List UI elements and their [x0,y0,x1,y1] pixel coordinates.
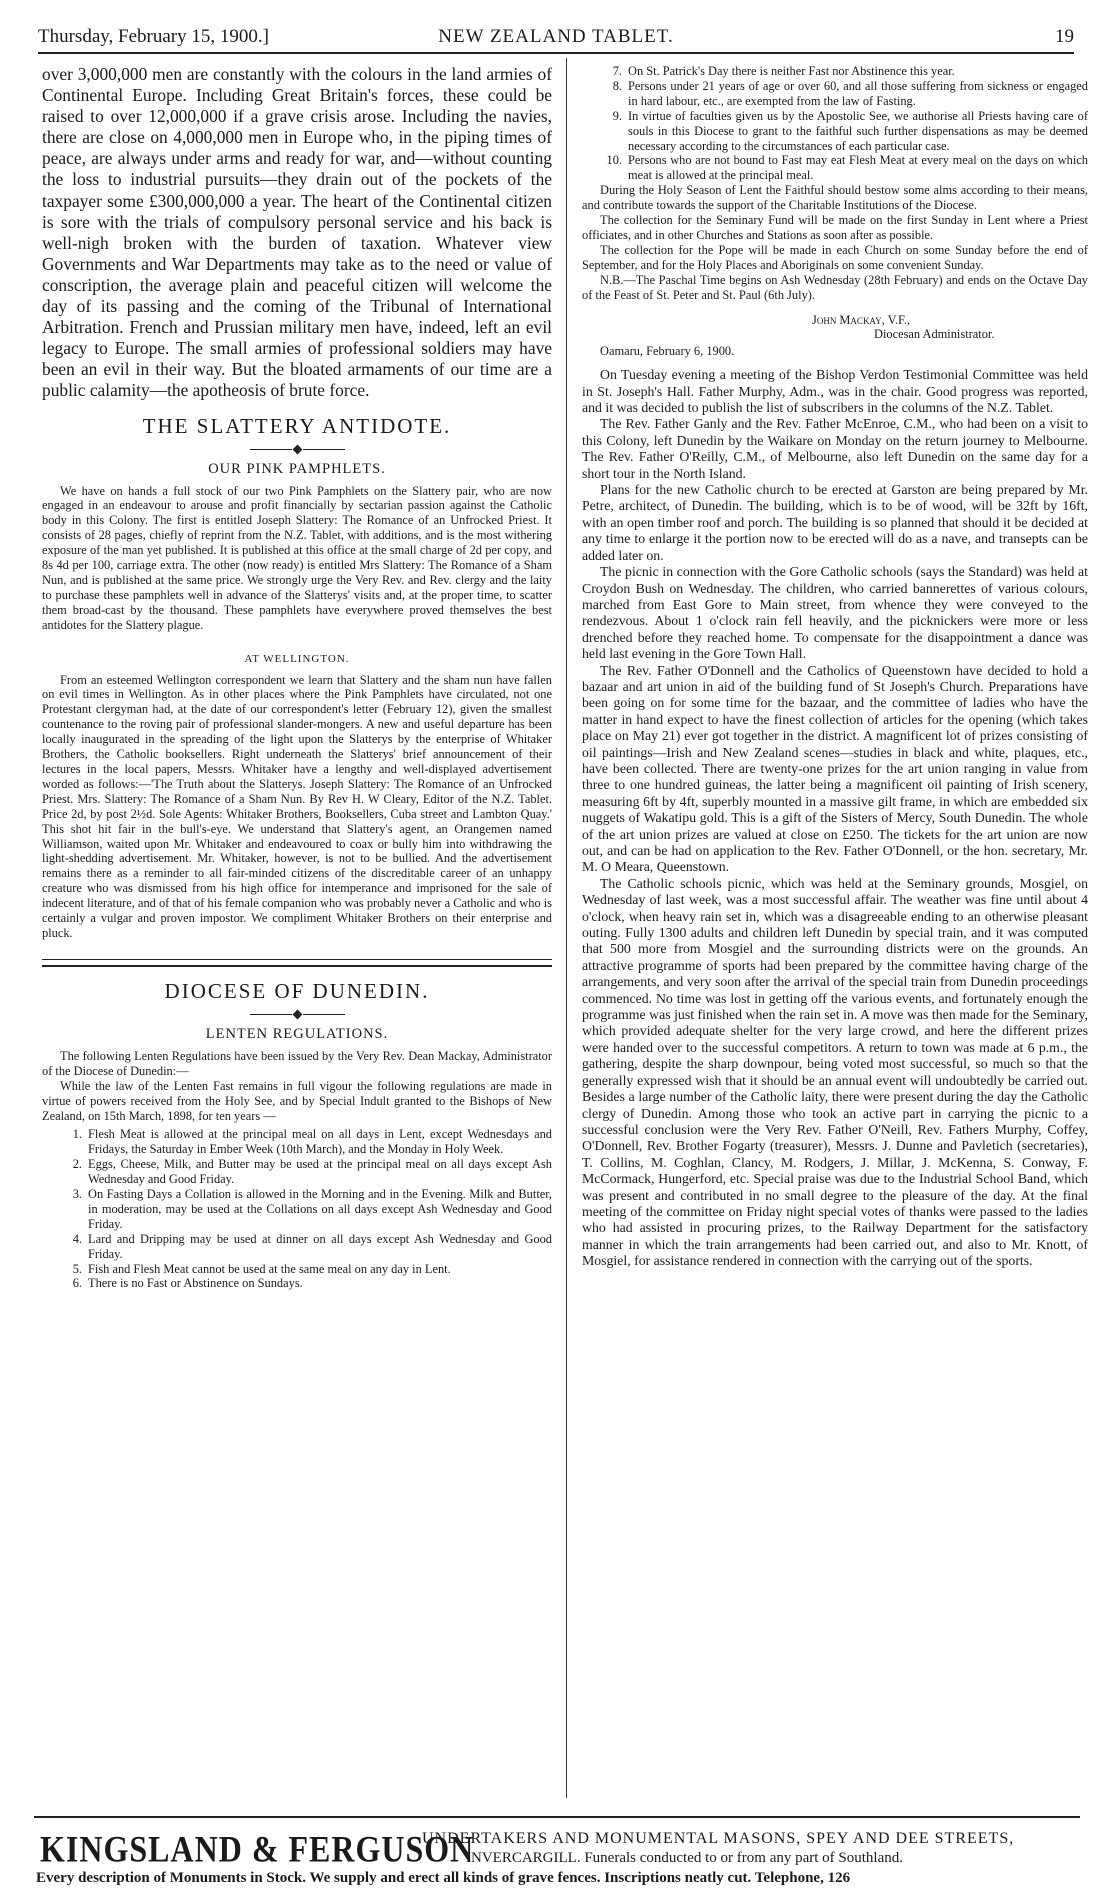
list-item [42,1262,552,1277]
column-divider [566,58,567,1798]
list-item [42,1232,552,1262]
rule-text: Eggs, Cheese, Milk, and Butter may be used at the principal meal on all days except Ash Wednesday and Good Friday. [88,1157,552,1187]
lenten-heading: LENTEN REGULATIONS. [205,1025,389,1042]
list-item [42,1157,552,1187]
ornament-divider [42,445,552,455]
right-column [582,64,1088,1270]
lenten-rules-continued [582,64,1088,183]
list-item [582,153,1088,183]
rule-text: Flesh Meat is allowed at the principal meal on all days in Lent, except Wednesdays and Fridays, the Saturday in Ember Week (10th March), and the Monday in Holy Week. [88,1127,552,1157]
rule-number: 3. [72,1187,82,1202]
left-column [42,64,552,1291]
list-item [42,1127,552,1157]
advert-brand: KINGSLAND & FERGUSON [40,1828,475,1870]
rule-number: 6. [72,1276,82,1291]
advert-line-3: Every description of Monuments in Stock. We supply and erect all kinds of grave fences. Inscriptions neatly cut. Telephone, 126 [36,1870,851,1886]
wellington-heading: AT WELLINGTON. [244,652,350,665]
wellington-text: From an esteemed Wellington correspondent we learn that Slattery and the sham nun have fallen on evil times in Wellington. As in other places where the Pink Pamphlets have circulated, not one Protestant clergyman had, at the date of our correspondent's letter (February 12), given the smallest countenance to the roving pair of professional slander-mongers. A new and useful departure has been locally inaugurated in the spreading of the light upon the Slatterys by the enterprise of Whitaker Brothers, the Catholic booksellers. Right underneath the Slatterys' brief announcement of their lectures in the local papers, Messrs. Whitaker have a lengthy and well-displayed advertisement worded as follows:—'The Truth about the Slatterys. Joseph Slattery: The Romance of an Unfrocked Priest. Mrs. Slattery: The Romance of a Sham Nun. By Rev H. W Cleary, Editor of the N.Z. Tablet. Price 2d, by post 2½d. Sole Agents: Whitaker Brothers, Booksellers, Cuba street and Lambton Quay.' This shot hit fair in the bull's-eye. We understand that Slattery's agent, an Orangemen named Williamson, waited upon Mr. Whitaker and endeavoured to coax or bully him into withdrawing the light-shedding advertisement. Mr. Whitaker, however, is not to be bullied. And the advertisement remains there as a reminder to all fair-minded citizens of the discreditable career of an unhappy creature who was dismissed from his high office for intemperance and imprisoned for the sale of indecent literature, and of that of his female companion who was probably never a Catholic and who is certainly a vulgar and proven impostor. We compliment Whitaker Brothers on their enterprise and pluck. [42,672,552,940]
list-item [42,1187,552,1232]
gore-paragraph: The picnic in connection with the Gore Catholic schools (says the Standard) was held at Croydon Bush on Wednesday. The children, who carried bannerettes of various colours, marched from East Gore to Main street, from whence they were conveyed to the rendezvous. About 1 o'clock rain fell heavily, and the picknickers were more or less drenched before they reached home. To compensate for the disappointment a dance was held last evening in the Gore Town Hall. [582,564,1088,662]
advertisement [34,1816,1080,1888]
masthead [38,22,1074,54]
rule-number: 5. [72,1261,82,1276]
advert-line-1: UNDERTAKERS AND MONUMENTAL MASONS, SPEY AND DEE STREETS, [422,1830,1015,1847]
diocese-section-title: DIOCESE OF DUNEDIN. [164,978,430,1003]
alms-paragraph: During the Holy Season of Lent the Faithful should bestow some alms according to their means, and contribute towards the support of the Charitable Institutions of the Diocese. [582,183,1088,213]
list-item [582,109,1088,154]
rule-text: On St. Patrick's Day there is neither Fast nor Abstinence this year. [628,64,955,78]
verdon-paragraph: On Tuesday evening a meeting of the Bishop Verdon Testimonial Committee was held in St. Joseph's Hall. Father Murphy, Adm., was in the chair. Good progress was reported, and it was decided to publish the list of subscribers in the columns of the N.Z. Tablet. [582,367,1088,416]
rule-number: 1. [72,1127,82,1142]
rule-text: Lard and Dripping may be used at dinner on all days except Ash Wednesday and Good Friday. [88,1231,552,1261]
issue-date: Thursday, February 15, 1900.] [38,26,269,47]
lenten-paragraph: While the law of the Lenten Fast remains in full vigour the following regulations are made in virtue of powers received from the Holy See, and by Special Indult granted to the Bishops of New Zealand, on 15th March, 1898, for ten years — [42,1078,552,1123]
rule-number: 9. [612,108,622,123]
seminary-paragraph: The collection for the Seminary Fund will be made on the first Sunday in Lent where a Priest officiates, and in other Churches and Stations as soon after as possible. [582,213,1088,242]
list-item [42,1276,552,1291]
advert-line-2: INVERCARGILL. Funerals conducted to or from any part of Southland. [466,1850,903,1866]
arbitration-article-text: over 3,000,000 men are constantly with the colours in the land armies of Continental Europe. Including Great Britain's forces, these could be raised to over 12,000,000 if a grave crisis arose. Including the navies, there are close on 4,000,000 men in Europe who, in the piping times of peace, are always under arms and ready for war, and—without counting the loss to industrial pursuits—they drain out of the pockets of the taxpayer some £300,000,000 a year. The heart of the Continental citizen is sore with the trials of compulsory personal service and his back is well-nigh broken with the burden of taxation. Whatever view Governments and War Departments may take as to the need or value of conscription, the average plain and peaceful citizen will welcome the day of its passing and the coming of the Tribunal of International Arbitration. French and Prussian military men have, indeed, left an evil legacy to Europe. The small armies of professional soldiers may have been an evil in their way. But the bloated armaments of our time are a public calamity—the apotheosis of brute force. [42,64,552,401]
signatory-role: Diocesan Administrator. [874,327,995,342]
list-item [582,79,1088,109]
rule-number: 8. [612,78,622,93]
lenten-rules-list [42,1127,552,1291]
pink-pamphlets-heading: OUR PINK PAMPHLETS. [208,460,386,477]
ganly-paragraph: The Rev. Father Ganly and the Rev. Father McEnroe, C.M., who had been on a visit to this Colony, left Dunedin by the Waikare on Monday on the return journey to Melbourne. The Rev. Father O'Reilly, C.M., of Melbourne, also left Dunedin on the same day for a short tour in the North Island. [582,416,1088,481]
signature-date: Oamaru, February 6, 1900. [600,344,735,359]
rule-number: 4. [72,1231,82,1246]
signatory-name: John Mackay, V.F., [812,312,911,327]
rule-number: 10. [606,153,622,168]
rule-number: 2. [72,1157,82,1172]
rule-text: In virtue of faculties given us by the Apostolic See, we authorise all Priests having care of souls in this Diocese to grant to the faithful such further dispensations as may be deemed necessary according to the circumstances of each particular case. [628,108,1088,153]
signature-block [582,313,1088,360]
rule-text: Persons who are not bound to Fast may eat Flesh Meat at every meal on the days on which meat is allowed at the principal meal. [628,153,1088,183]
newspaper-title: NEW ZEALAND TABLET. [438,26,674,47]
pink-pamphlets-text: We have on hands a full stock of our two Pink Pamphlets on the Slattery pair, who are now engaged in an endeavour to arouse and profit financially by sectarian passion against the Catholic body in this Colony. The first is entitled Joseph Slattery: The Romance of an Unfrocked Priest. It consists of 28 pages, chiefly of reprint from the N.Z. Tablet, with additions, and is the most withering exposure of the man yet published. It is published at this office at the small charge of 2d per copy, and 8s 4d per 100, carriage extra. The other (now ready) is entitled Mrs Slattery: The Romance of a Sham Nun, and is published at the same price. We strongly urge the Very Rev. and Rev. clergy and the laity to purchase these pamphlets well in advance of the Slatterys' visits and, at the proper time, to scatter them broad-cast by the thousand. These pamphlets have everywhere proved themselves the best antidotes for the Slattery plague. [42,483,552,632]
lenten-intro: The following Lenten Regulations have been issued by the Very Rev. Dean Mackay, Administrator of the Diocese of Dunedin:— [42,1048,552,1078]
rule-text: There is no Fast or Abstinence on Sundays. [88,1276,303,1291]
queenstown-paragraph: The Rev. Father O'Donnell and the Catholics of Queenstown have decided to hold a bazaar and art union in aid of the building fund of St Joseph's Church. Preparations have been going on for some time for the bazaar, and the committee of ladies who have the matter in hand expect to have the finest collection of articles for the opening (which takes place on May 21) ever got together in the district. A magnificent lot of prizes consisting of oil paintings—Irish and New Zealand scenes—studies in black and white, plaques, etc., have been collected. There are twenty-one prizes for the art union ranging in value from three to one hundred guineas, the latter being a magnificent oil painting of Irish scenery, measuring 6ft by 4ft, superbly mounted in a massive gilt frame, in which are embedded six nuggets of Wakatipu gold. This is a gift of the Sisters of Mercy, South Dunedin. The whole of the art union prizes are valued at close on £250. The tickets for the art union are now out, and can be had on application to the Rev. Father O'Donnell, or the hon. secretary, Mr. M. O Meara, Queenstown. [582,662,1088,875]
pope-paragraph: The collection for the Pope will be made in each Church on some Sunday before the end of September, and for the Holy Places and Aboriginals on some convenient Sunday. [582,242,1088,272]
list-item [582,64,1088,79]
section-rule [42,959,552,967]
rule-text: Fish and Flesh Meat cannot be used at the same meal on any day in Lent. [88,1261,451,1276]
paschal-note: N.B.—The Paschal Time begins on Ash Wednesday (28th February) and ends on the Octave Day of the Feast of St. Peter and St. Paul (6th July). [582,272,1088,302]
picnic-paragraph: The Catholic schools picnic, which was held at the Seminary grounds, Mosgiel, on Wednesday of last week, was a most successful affair. The weather was fine until about 4 o'clock, when heavy rain set in, which was a disagreeable ending to an otherwise pleasant outing. Fully 1300 adults and children left Dunedin by special train, and it was computed that 500 more from Mosgiel and the surrounding districts were on the grounds. An attractive programme of sports had been prepared by the committee having charge of the arrangements, and very soon after the arrival of the special train from Dunedin proceedings commenced. No time was lost in getting off the various events, and fortunately enough the programme was just finished when the rain set in. A move was then made for the Seminary, which provided adequate shelter for the very large crowd, and here the different prizes were handed over to the successful competitors. A return to town was made at 6 p.m., the gathering, despite the sharp downpour, being voted most successful, so much so that the generally expressed wish that it should be an annual event will undoubtedly be carried out. Besides a large number of the Catholic laity, there were present during the day the Catholic clergy of Dunedin. Among those who took an active part in carrying the picnic to a successful conclusion were the Very Rev. Father O'Neill, Rev. Fathers Murphy, Coffey, O'Donnell, Rev. Brother Fogarty (treasurer), Messrs. J. Dunne and Pavletich (secretaries), T. Collins, M. Coghlan, Clancy, M. Rodgers, J. Millar, J. McKenna, S. Conway, F. McCormack, Hungerford, etc. Special praise was due to the Industrial School Band, which was present and contributed in no small degree to the pleasure of the day. At the final meeting of the committee on Friday night special votes of thanks were passed to the ladies who had assisted in procuring prizes, to the Railway Department for the satisfactory manner in which the train arrangements had been carried out, and also to Mr. Knott, of Mosgiel, for assistance rendered in connection with the carrying out of the sports. [582,875,1088,1269]
slattery-section-title: THE SLATTERY ANTIDOTE. [142,413,452,438]
garston-paragraph: Plans for the new Catholic church to be erected at Garston are being prepared by Mr. Petre, architect, of Dunedin. The building, which is to be of wood, will be 32ft by 16ft, with an open timber roof and porch. The building is so planned that should it be decided at any time to enlarge it the portion now to be erected will do as a nave, and transepts can be added later on. [582,482,1088,563]
rule-text: On Fasting Days a Collation is allowed in the Morning and in the Evening. Milk and Butter, in moderation, may be used at the Collations on all days except Ash Wednesday and Good Friday. [88,1187,552,1231]
ornament-divider [42,1010,552,1020]
page-number: 19 [1055,26,1074,47]
rule-number: 7. [612,64,622,78]
rule-text: Persons under 21 years of age or over 60, and all those suffering from sickness or engaged in hard labour, etc., are exempted from the law of Fasting. [628,78,1088,108]
